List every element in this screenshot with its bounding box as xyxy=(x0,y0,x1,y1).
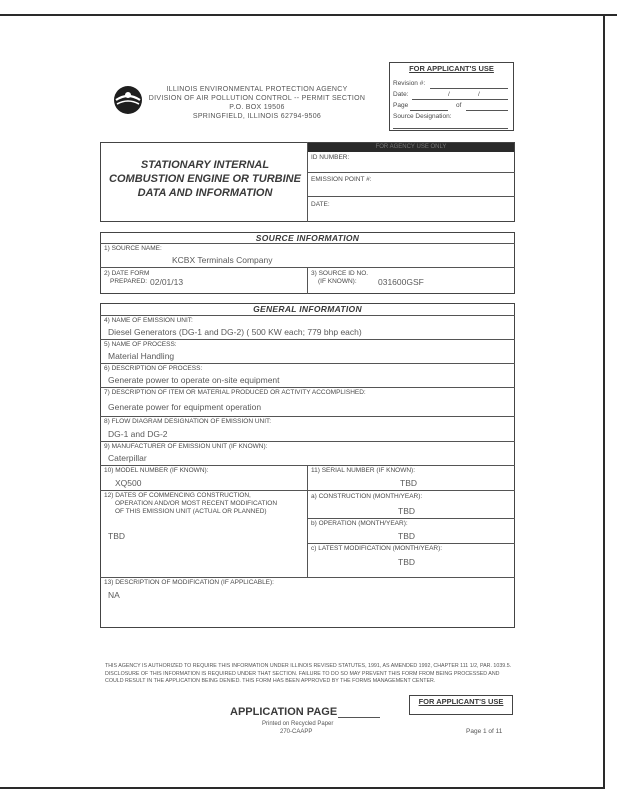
q12a-label: a) CONSTRUCTION (MONTH/YEAR): xyxy=(311,493,423,500)
q12c-value: TBD xyxy=(398,557,415,567)
q12-value: TBD xyxy=(108,531,125,541)
q6-value: Generate power to operate on-site equipment xyxy=(108,375,280,385)
q12b-value: TBD xyxy=(398,531,415,541)
q8-value: DG-1 and DG-2 xyxy=(108,429,168,439)
id-date-label: DATE: xyxy=(311,201,330,208)
agency-use-bar: FOR AGENCY USE ONLY xyxy=(308,143,514,152)
gen-rule-q8 xyxy=(100,441,515,442)
q9-label: 9) MANUFACTURER OF EMISSION UNIT (IF KNOWN): xyxy=(104,443,268,450)
source-info-rule1 xyxy=(100,243,515,244)
agency-name: ILLINOIS ENVIRONMENTAL PROTECTION AGENCY xyxy=(166,86,348,93)
illinois-epa-logo-icon xyxy=(113,85,143,115)
q7-label: 7) DESCRIPTION OF ITEM OR MATERIAL PRODUCED OR ACTIVITY ACCOMPLISHED: xyxy=(104,389,366,396)
source-name-label: 1) SOURCE NAME: xyxy=(104,245,162,252)
scan-edge-bottom xyxy=(0,787,603,789)
gen-rule-q12b xyxy=(307,543,515,544)
q11-value: TBD xyxy=(400,478,417,488)
q6-label: 6) DESCRIPTION OF PROCESS: xyxy=(104,365,203,372)
date-label: Date: xyxy=(393,91,409,98)
scan-edge-right xyxy=(603,14,605,789)
q10-label: 10) MODEL NUMBER (IF KNOWN): xyxy=(104,467,209,474)
page-number: Page 1 of 11 xyxy=(466,728,503,735)
gen-rule-q4 xyxy=(100,339,515,340)
q13-value: NA xyxy=(108,590,120,600)
date-line xyxy=(412,99,508,100)
recycled-paper-note: Printed on Recycled Paper xyxy=(262,721,334,727)
scan-edge-top xyxy=(0,14,617,16)
form-title xyxy=(100,158,310,200)
source-name-value: KCBX Terminals Company xyxy=(172,255,273,265)
q4-label: 4) NAME OF EMISSION UNIT: xyxy=(104,317,193,324)
footer-notice: THIS AGENCY IS AUTHORIZED TO REQUIRE THIS INFORMATION UNDER ILLINOIS REVISED STATUTES, 1991, AS AMENDED 1992, CHAPTER 111 1/2, PAR. 1039.5. DISCLOSURE OF THIS INFORMATION IS REQUIRED UNDER THAT SECTION. FAILURE TO DO SO MAY PREVENT THIS FORM FROM BEING PROCESSED AND COULD RESULT IN THE APPLICATION BEING DENIED. THIS FORM HAS BEEN APPROVED BY THE FORMS MANAGEMENT CENTER. xyxy=(105,663,512,684)
page-label: Page xyxy=(393,102,409,109)
q11-label: 11) SERIAL NUMBER (IF KNOWN): xyxy=(311,467,416,474)
date-form-label1: 2) DATE FORM xyxy=(104,270,150,277)
gen-divider-q10 xyxy=(307,465,308,577)
q4-value: Diesel Generators (DG-1 and DG-2) ( 500 KW each; 779 bhp each) xyxy=(108,327,362,337)
source-id-value: 031600GSF xyxy=(378,277,424,287)
date-form-label2: PREPARED: xyxy=(110,278,148,285)
source-designation-label: Source Designation: xyxy=(393,113,452,120)
general-information-heading: GENERAL INFORMATION xyxy=(253,304,362,314)
page-line xyxy=(410,110,448,111)
footer-applicant-heading: FOR APPLICANT'S USE xyxy=(418,697,504,706)
agency-division: DIVISION OF AIR POLLUTION CONTROL -- PERMIT SECTION xyxy=(148,95,366,102)
gen-rule-q7 xyxy=(100,416,515,417)
source-information-heading: SOURCE INFORMATION xyxy=(255,233,360,243)
q7-value: Generate power for equipment operation xyxy=(108,402,262,412)
source-designation-line xyxy=(393,128,508,129)
application-page-label: APPLICATION PAGE xyxy=(230,706,338,718)
q12-label1: 12) DATES OF COMMENCING CONSTRUCTION, xyxy=(104,492,251,499)
form-title-line2: COMBUSTION ENGINE OR TURBINE xyxy=(109,173,301,185)
q13-label: 13) DESCRIPTION OF MODIFICATION (IF APPLICABLE): xyxy=(104,579,274,586)
emission-point-rule xyxy=(307,196,515,197)
q8-label: 8) FLOW DIAGRAM DESIGNATION OF EMISSION UNIT: xyxy=(104,418,272,425)
gen-rule-q12a xyxy=(307,518,515,519)
date-sep2: / xyxy=(478,91,480,98)
q10-value: XQ500 xyxy=(115,478,142,488)
form-title-line1: STATIONARY INTERNAL xyxy=(140,159,270,171)
date-form-value: 02/01/13 xyxy=(150,277,184,287)
gen-rule-q5 xyxy=(100,363,515,364)
q12c-label: c) LATEST MODIFICATION (MONTH/YEAR): xyxy=(311,545,443,552)
agency-header xyxy=(148,85,366,121)
q12a-value: TBD xyxy=(398,506,415,516)
q12-label3: OF THIS EMISSION UNIT (ACTUAL OR PLANNED) xyxy=(115,508,267,515)
emission-point-label: EMISSION POINT #: xyxy=(311,176,372,183)
q9-value: Caterpillar xyxy=(108,453,147,463)
q5-value: Material Handling xyxy=(108,351,175,361)
q12b-label: b) OPERATION (MONTH/YEAR): xyxy=(311,520,408,527)
revision-label: Revision #: xyxy=(393,80,426,87)
gen-rule-q6 xyxy=(100,387,515,388)
date-sep1: / xyxy=(448,91,450,98)
source-id-label1: 3) SOURCE ID NO. xyxy=(311,270,369,277)
source-info-divider xyxy=(307,267,308,294)
id-number-rule xyxy=(307,172,515,173)
page-of-label: of xyxy=(456,102,462,109)
id-number-label: ID NUMBER: xyxy=(311,154,350,161)
form-title-line3: DATA AND INFORMATION xyxy=(137,187,273,199)
revision-line xyxy=(430,88,508,89)
application-page-line xyxy=(338,717,380,718)
gen-rule-q10 xyxy=(100,490,515,491)
gen-rule-heading xyxy=(100,315,515,316)
source-id-label2: (IF KNOWN): xyxy=(318,278,357,285)
agency-pobox: P.O. BOX 19506 xyxy=(229,104,285,111)
form-code: 270-CAAPP xyxy=(280,729,313,735)
q12-label2: OPERATION AND/OR MOST RECENT MODIFICATION xyxy=(115,500,278,507)
gen-rule-q12 xyxy=(100,577,515,578)
applicant-use-heading: FOR APPLICANT'S USE xyxy=(409,64,494,73)
page-of-line xyxy=(466,110,508,111)
agency-city: SPRINGFIELD, ILLINOIS 62794-9506 xyxy=(192,113,322,120)
q5-label: 5) NAME OF PROCESS: xyxy=(104,341,177,348)
